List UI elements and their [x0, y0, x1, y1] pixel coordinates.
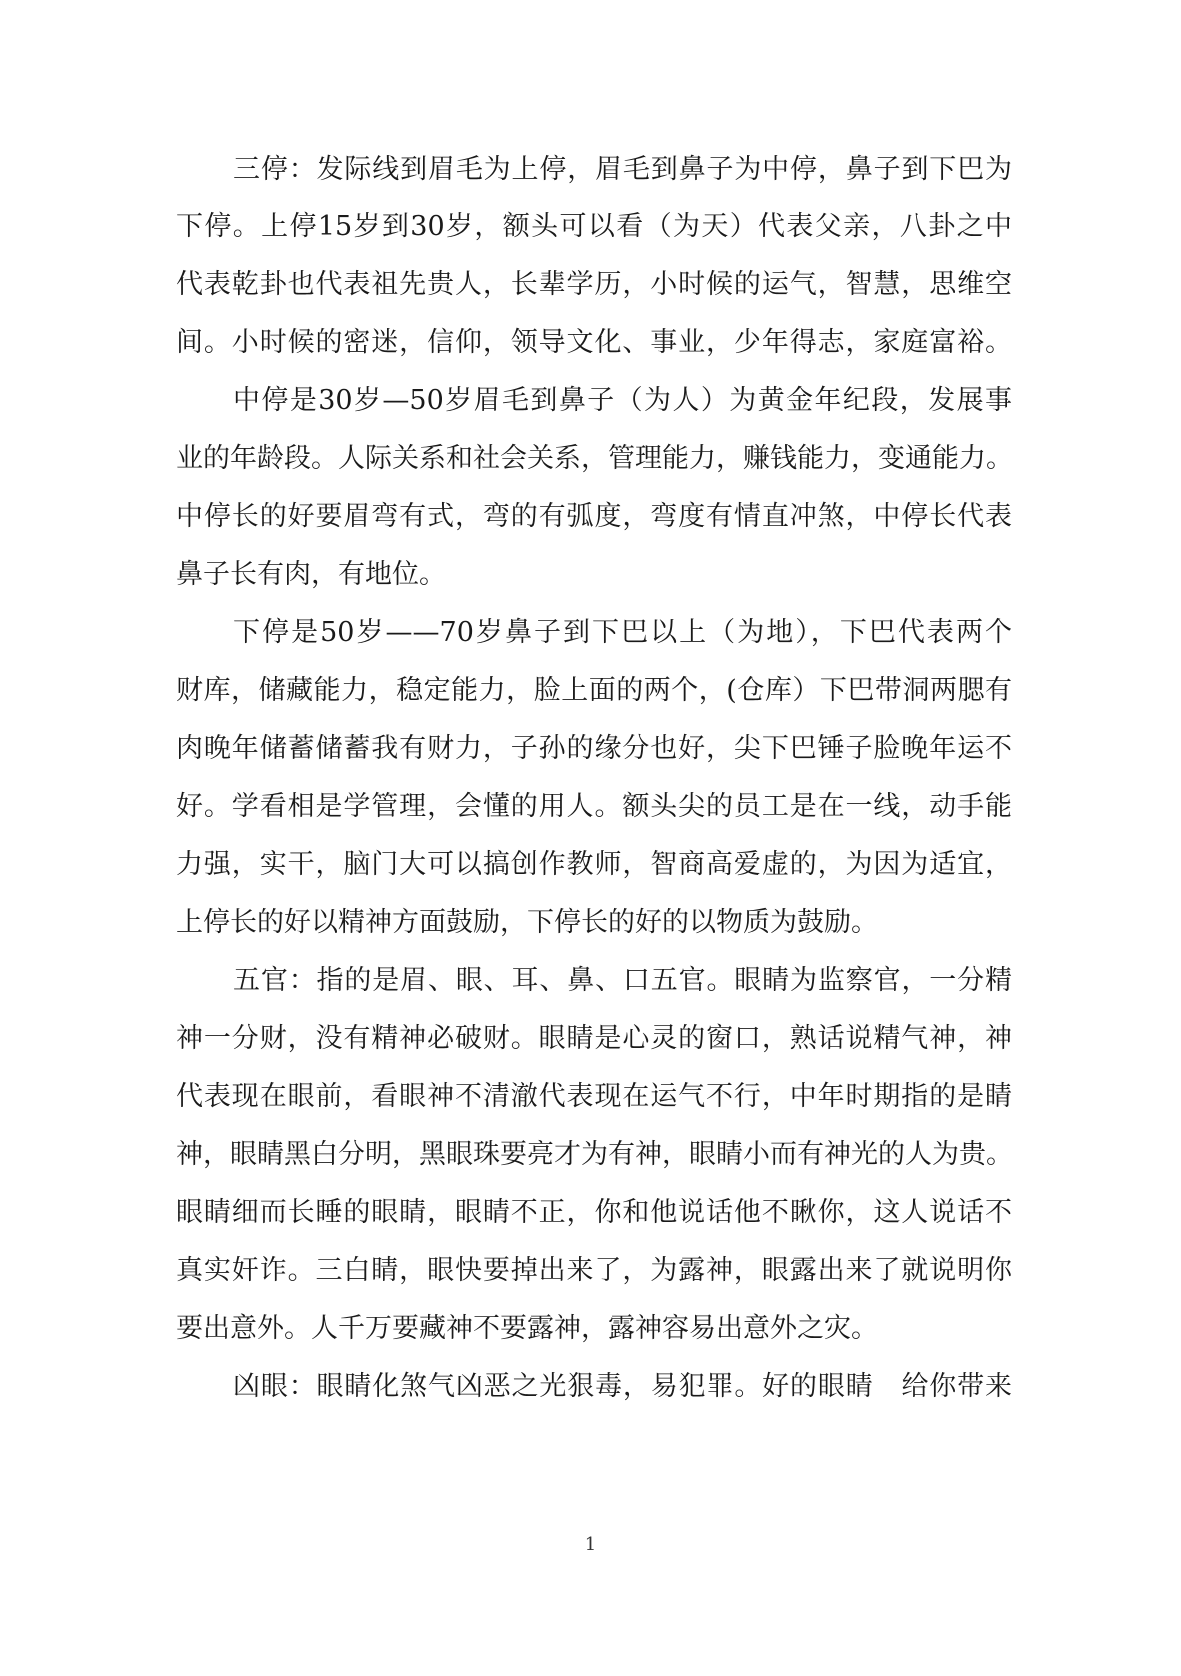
text-line: 上停长的好以精神方面鼓励，下停长的好的以物质为鼓励。: [176, 907, 878, 938]
text-line: 神一分财，没有精神必破财。眼睛是心灵的窗口，熟话说精气神，神: [176, 1023, 1012, 1054]
text-line: 肉晚年储蓄储蓄我有财力，子孙的缘分也好，尖下巴锤子脸晚年运不: [176, 733, 1012, 764]
text-line: 中停是30岁—50岁眉毛到鼻子（为人）为黄金年纪段，发展事: [233, 385, 1012, 416]
text-line: 代表现在眼前，看眼神不清澈代表现在运气不行，中年时期指的是睛: [176, 1081, 1012, 1112]
text-line: 下停。上停15岁到30岁，额头可以看（为天）代表父亲，八卦之中: [176, 211, 1012, 242]
text-line: 三停：发际线到眉毛为上停，眉毛到鼻子为中停，鼻子到下巴为: [233, 154, 1012, 185]
text-line: 鼻子长有肉，有地位。: [176, 559, 446, 590]
text-line: 代表乾卦也代表祖先贵人，长辈学历，小时候的运气，智慧，思维空: [176, 269, 1012, 300]
text-line: 下停是50岁——70岁鼻子到下巴以上（为地），下巴代表两个: [233, 617, 1012, 648]
text-line: 神，眼睛黑白分明，黑眼珠要亮才为有神，眼睛小而有神光的人为贵。: [176, 1139, 1013, 1170]
text-line: 间。小时候的密迷，信仰，领导文化、事业，少年得志，家庭富裕。: [176, 327, 1012, 358]
text-line: 业的年龄段。人际关系和社会关系，管理能力，赚钱能力，变通能力。: [176, 443, 1013, 474]
text-line: 五官：指的是眉、眼、耳、鼻、口五官。眼睛为监察官，一分精: [233, 965, 1012, 996]
text-line: 凶眼：眼睛化煞气凶恶之光狠毒，易犯罪。好的眼睛 给你带来: [233, 1371, 1012, 1402]
text-line: 好。学看相是学管理，会懂的用人。额头尖的员工是在一线，动手能: [176, 791, 1012, 822]
text-line: 财库，储藏能力，稳定能力，脸上面的两个，(仓库）下巴带洞两腮有: [176, 675, 1012, 706]
text-line: 眼睛细而长睡的眼睛，眼睛不正，你和他说话他不瞅你，这人说话不: [176, 1197, 1012, 1228]
text-line: 力强，实干，脑门大可以搞创作教师，智商高爱虚的，为因为适宜，: [176, 849, 1012, 880]
text-line: 真实奸诈。三白睛，眼快要掉出来了，为露神，眼露出来了就说明你: [176, 1255, 1012, 1286]
text-line: 中停长的好要眉弯有式，弯的有弧度，弯度有情直冲煞，中停长代表: [176, 501, 1012, 532]
text-line: 要出意外。人千万要藏神不要露神，露神容易出意外之灾。: [176, 1313, 878, 1344]
page-number: 1: [584, 1534, 597, 1555]
